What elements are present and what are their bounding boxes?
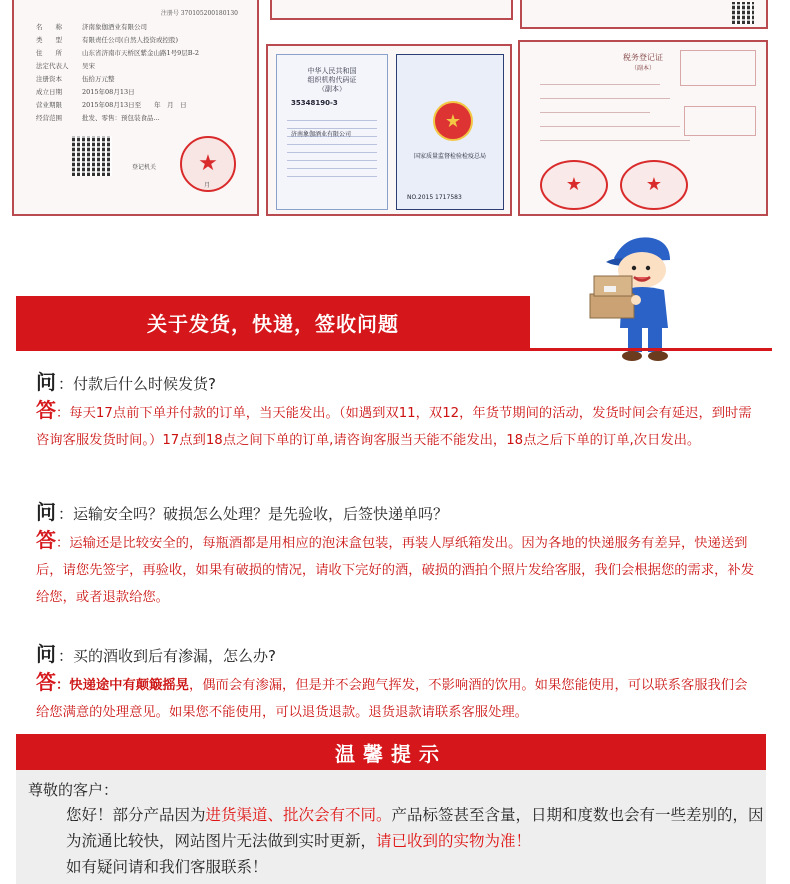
- qa-item: [36, 638, 756, 726]
- license-row: 营业期限 2015年08月13日至 年 月 日: [36, 101, 187, 109]
- question-tag: 问: [36, 500, 56, 524]
- qa-item: [36, 366, 756, 454]
- qr-code-icon: [72, 136, 112, 176]
- certificates-strip: [0, 0, 790, 230]
- answer-tag: 答: [36, 398, 56, 422]
- org-code-certificate-image: [266, 44, 512, 216]
- question: [36, 496, 756, 525]
- qa-item: [36, 496, 756, 611]
- answer-text: ：每天17点前下单并付款的订单，当天能发出。（如遇到双11，双12，年货节期间的活动，发货时间会有延迟，到时需咨询客服发货时间。）17点到18点之间下单的订单,请咨询客服当天能不能发出，18点之后下单的订单,次日发出。: [36, 406, 752, 448]
- answer-tag: 答: [36, 528, 56, 552]
- warm-tips-title: 温馨提示: [335, 741, 447, 766]
- section-title: 关于发货，快递，签收问题: [147, 311, 399, 336]
- answer: [36, 527, 756, 611]
- tips-highlight: 进货渠道、批次会有不同。: [205, 806, 392, 824]
- section-divider: [16, 348, 772, 351]
- license-reg-no: 注册号 370105200180130: [160, 10, 238, 17]
- org-lines: [277, 113, 387, 177]
- delivery-man-icon: [586, 228, 696, 368]
- license-organ: 登记机关: [132, 164, 157, 171]
- tax-registration-image: [518, 40, 768, 216]
- org-code-cover: [396, 54, 504, 210]
- question-text: ：运输安全吗？破损怎么处理？是先验收，后签快递单吗？: [58, 505, 449, 523]
- license-seal-day: 月: [204, 182, 211, 189]
- org-title-line1: 中华人民共和国: [307, 67, 357, 75]
- license-row: 住 所 山东省济南市天桥区紫金山路1号9层B-2: [36, 49, 199, 57]
- tips-highlight: 请已收到的实物为准！: [376, 832, 532, 850]
- section-header-shipping: [16, 296, 530, 348]
- answer-bold-text: ：快递途中有颠簸摇晃: [56, 678, 189, 693]
- qr-code-icon: [732, 2, 754, 24]
- warm-tips-header: [16, 734, 766, 770]
- red-seal-icon: ★: [180, 136, 236, 192]
- question: [36, 366, 756, 395]
- org-name: 济南象伽酒业有限公司: [291, 131, 352, 138]
- license-row: 注册资本 伍拾万元整: [36, 75, 115, 83]
- national-emblem-icon: [433, 101, 473, 141]
- tips-text: 产品标签甚至含量，日期和度数也会有一些差别的，因为流通比较快，网站图片无法做到实时更新，: [66, 806, 764, 850]
- license-row: 法定代表人 吴宋: [36, 62, 95, 70]
- question-text: ：付款后什么时候发货?: [58, 375, 216, 393]
- tips-text: 您好！部分产品因为: [66, 806, 206, 824]
- question-tag: 问: [36, 370, 56, 394]
- answer-tag: 答: [36, 670, 56, 694]
- certificate-partial-top-middle: [270, 0, 513, 20]
- question-tag: 问: [36, 642, 56, 666]
- license-row: 类 型 有限责任公司(自然人投资或控股): [36, 36, 179, 44]
- org-code-copy: [276, 54, 388, 210]
- red-seal-icon: [620, 160, 688, 210]
- license-row: 名 称 济南象伽酒业有限公司: [36, 23, 147, 31]
- tips-body: [66, 802, 766, 880]
- answer-text: ，偶而会有渗漏，但是并不会跑气挥发，不影响酒的饮用。如果您能使用，可以联系客服我们会给您满意的处理意见。如果您不能使用，可以退货退款。退货退款请联系客服处理。: [36, 678, 748, 720]
- answer: [36, 669, 756, 726]
- org-code-number: 35348190-3: [291, 99, 338, 107]
- tax-subtitle: （副本）: [630, 65, 655, 72]
- org-title-line2: 组织机构代码证: [307, 76, 357, 85]
- org-right-label: 国家质量监督检验检疫总局: [413, 153, 486, 160]
- org-title-line3: （副本）: [318, 85, 346, 94]
- license-row: 经营范围 批发、零售：预包装食品...: [36, 114, 160, 122]
- org-serial: NO.2015 1717583: [407, 194, 462, 201]
- red-seal-icon: [540, 160, 608, 210]
- question-text: ：买的酒收到后有渗漏，怎么办?: [58, 647, 276, 665]
- certificate-partial-top-right: [520, 0, 768, 29]
- tax-title: 税务登记证: [623, 53, 663, 62]
- tips-greeting: 尊敬的客户：: [28, 781, 119, 799]
- tips-contact-text: 如有疑问请和我们客服联系！: [66, 858, 268, 876]
- answer-text: ：运输还是比较安全的，每瓶酒都是用相应的泡沫盒包装，再装人厚纸箱发出。因为各地的快递服务有差异，快递送到后，请您先签字，再验收，如果有破损的情况，请收下完好的酒，破损的酒拍个照片发给客服，我们会根据您的需求，补发给您，或者退款给您。: [36, 536, 755, 605]
- warm-tips-box: [16, 770, 766, 884]
- answer: [36, 397, 756, 454]
- question: [36, 638, 756, 667]
- license-row: 成立日期 2015年08月13日: [36, 88, 135, 96]
- business-license-image: [12, 0, 259, 216]
